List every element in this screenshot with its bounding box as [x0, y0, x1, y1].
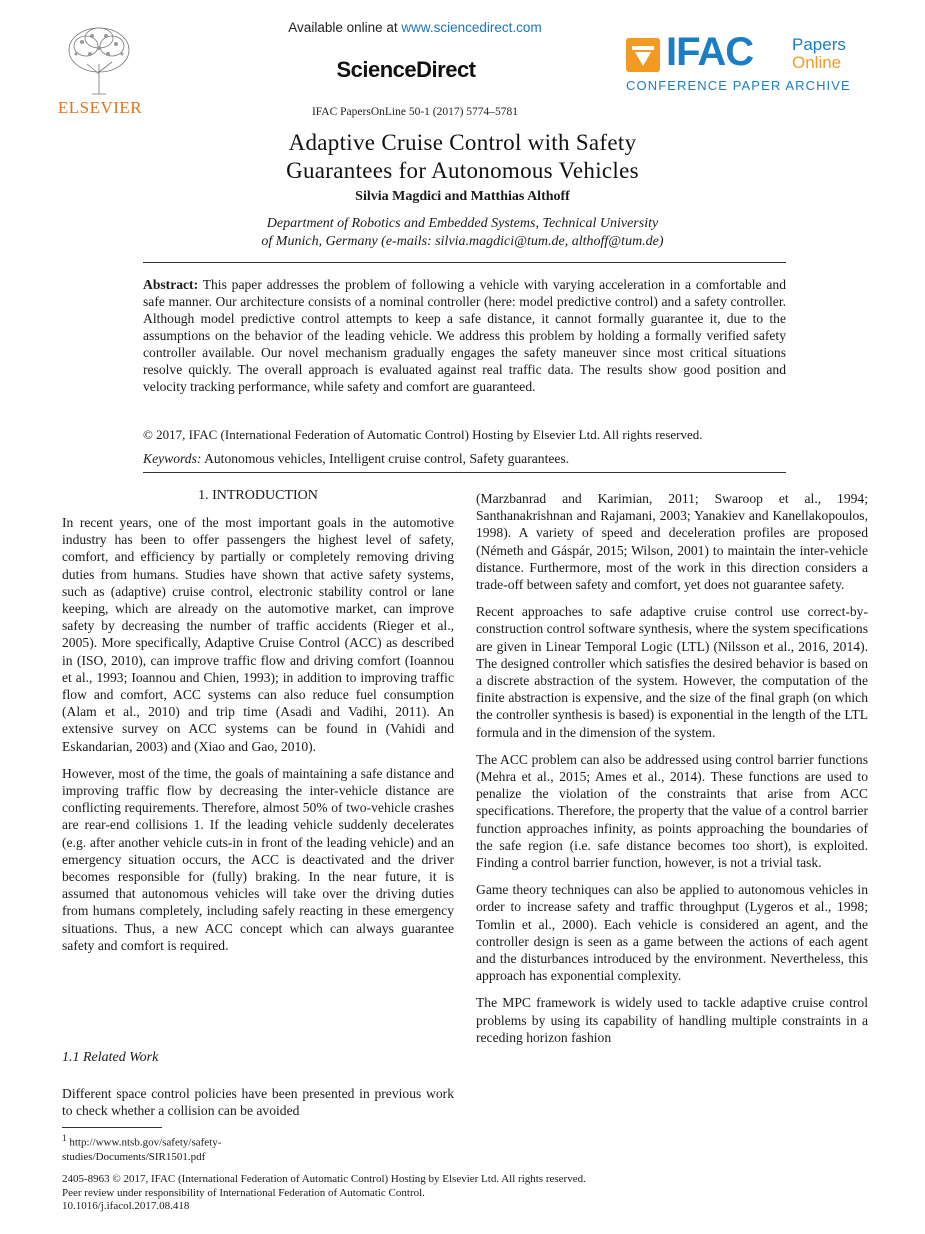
keywords-label: Keywords:	[143, 451, 202, 466]
abstract-label: Abstract:	[143, 277, 199, 292]
copyright-line: © 2017, IFAC (International Federation of Automatic Control) Hosting by Elsevier Ltd. All rights reserved.	[143, 427, 703, 442]
footer-peer-review: Peer review under responsibility of International Federation of Automatic Control.	[62, 1186, 425, 1199]
abstract-bottom-rule	[143, 472, 786, 473]
paragraph: (Marzbanrad and Karimian, 2011; Swaroop et al., 1994; Santhanakrishnan and Rajamani, 2003; Yanakiev and Kanellakopoulos, 1998). A variety of speed and deceleration profiles are proposed (Németh and Gáspár, 2015; Wilson, 2001) to maintain the inter-vehicle distance. Furthermore, most of the work in this direction considers a trade-off between safety and comfort, yet does not guarantee safety.	[476, 491, 868, 593]
section-heading-introduction: 1. INTRODUCTION	[198, 488, 318, 503]
ifac-wordmark: IFAC	[666, 30, 754, 74]
affiliation-line1: Department of Robotics and Embedded Systems, Technical University	[266, 216, 659, 231]
footnote-mark: 1	[62, 1133, 67, 1143]
paragraph: The MPC framework is widely used to tackle adaptive cruise control problems by using its capability of handling multiple constraints in a receding horizon fashion	[476, 995, 868, 1045]
page-footer	[62, 1173, 862, 1214]
paragraph: The ACC problem can also be addressed using control barrier functions (Mehra et al., 2015; Ames et al., 2014). These functions are used to penalize the violation of the constraints that arise from ACC specifications. Therefore, the property that the value of a control barrier function approaches infinity, as points approaching the boundaries of the safe region (i.e. safe distance becomes too short), is exploited. Finding a control barrier function, however, is not a trivial task.	[476, 751, 868, 871]
ifac-online-word: Online	[792, 53, 842, 72]
footnote-url[interactable]: http://www.ntsb.gov/safety/safety-studies/Documents/SIR1501.pdf	[62, 1136, 222, 1163]
available-prefix: Available online at	[288, 20, 402, 35]
paragraph: Different space control policies have been presented in previous work to check whether a collision can be avoided	[62, 1086, 454, 1119]
footnote-rule	[62, 1127, 162, 1128]
subsection-heading-related-work: 1.1 Related Work	[62, 1050, 159, 1065]
paper-title-line1: Adaptive Cruise Control with Safety	[288, 130, 637, 155]
abstract	[143, 276, 786, 395]
paper-authors: Silvia Magdici and Matthias Althoff	[355, 189, 570, 204]
paragraph: Game theory techniques can also be applied to autonomous vehicles in order to increase safety and traffic throughput (Lygeros et al., 1998; Tomlin et al., 2000). Each vehicle is considered an agent, and the controller design is seen as a game between the actions of each agent and the disturbances introduced by the environment. Nevertheless, this approach has exponential complexity.	[476, 882, 868, 984]
ifac-mark-icon	[626, 38, 660, 72]
paragraph: Recent approaches to safe adaptive cruise control use correct-by-construction control software synthesis, where the system specifications are given in Linear Temporal Logic (LTL) (Nilsson et al., 2016, 2014). The designed controller which satisfies the desired behavior is based on a discrete abstraction of the system. However, the computation of the finite abstraction is expensive, and the size of the final graph (on which the controller synthesis is based) is exponential in the length of the LTL formula and in the dimension of the system.	[476, 604, 868, 740]
paragraph: In recent years, one of the most important goals in the automotive industry has been to offer passengers the highest level of safety, comfort, and efficiency by partially or completely removing driving duties from humans. Studies have shown that active safety systems, such as (adaptive) cruise control, electronic stability control or lane keeping, which are already on the automotive market, can improve safety by decreasing the number of traffic accidents (Rieger et al., 2005). More specifically, Adaptive Cruise Control (ACC) as described in (ISO, 2010), can improve traffic flow and driving comfort (Ioannou et al., 1993; Ioannou and Chien, 1993); in addition to improving traffic flow and comfort, ACC systems can also reduce fuel consumption (Alam et al., 2010) and trip time (Asadi and Vadihi, 2011). An extensive survey on ACC systems can be found in (Vahidi and Eskandarian, 2003) and (Xiao and Gao, 2010).	[62, 515, 454, 754]
paper-title-line2: Guarantees for Autonomous Vehicles	[286, 158, 639, 183]
ifac-archive-caption: CONFERENCE PAPER ARCHIVE	[626, 78, 851, 93]
left-column-continued	[62, 1085, 454, 1129]
paragraph: However, most of the time, the goals of maintaining a safe distance and improving traffic flow by decreasing the inter-vehicle distance are conflicting requirements. Therefore, almost 50% of two-vehicle crashes are rear-end collisions 1. If the leading vehicle suddenly decelerates (e.g. after another vehicle cuts-in in front of the leading vehicle) and an emergency situation occurs, the ACC is deactivated and the driver becomes responsible for (fully) braking. In the near future, it is assumed that autonomous vehicles will take over the driving duties from humans completely, including safely reacting in these emergency situations. Thus, a new ACC concept which can always guarantee safety and comfort is required.	[62, 765, 454, 953]
keywords	[143, 450, 786, 467]
left-column	[62, 514, 454, 964]
elsevier-wordmark: ELSEVIER	[57, 98, 143, 117]
keywords-text: Autonomous vehicles, Intelligent cruise control, Safety guarantees.	[204, 451, 570, 466]
sciencedirect-link[interactable]: www.sciencedirect.com	[401, 20, 542, 35]
footnote	[62, 1131, 362, 1164]
affiliation-line2: of Munich, Germany (e-mails: silvia.magdici@tum.de, althoff@tum.de)	[261, 234, 664, 249]
abstract-top-rule	[143, 262, 786, 263]
footer-doi[interactable]: 10.1016/j.ifacol.2017.08.418	[62, 1200, 190, 1212]
ifac-papers-word: Papers	[792, 35, 846, 54]
footer-issn-line: 2405-8963 © 2017, IFAC (International Federation of Automatic Control) Hosting by Elsevier Ltd. All rights reserved.	[62, 1173, 586, 1185]
right-column	[476, 490, 868, 1056]
sciencedirect-logo: ScienceDirect	[336, 57, 476, 82]
abstract-text: This paper addresses the problem of following a vehicle with varying acceleration in a comfortable and safe manner. Our architecture consists of a nominal controller (here: model predictive control) and a safety controller. Although model predictive control attempts to keep a safe distance, it cannot formally guarantee it, due to the assumptions on the behavior of the leading vehicle. We address this problem by holding a formally verified safety controller available. Our novel mechanism gradually engages the safety maneuver since most critical situations resolve quickly. The overall approach is evaluated against real traffic data. The results show good position and velocity tracking performance, while safety and comfort are guaranteed.	[143, 277, 786, 394]
journal-reference: IFAC PapersOnLine 50-1 (2017) 5774–5781	[311, 106, 519, 118]
ifac-papersonline-logo	[624, 30, 874, 96]
